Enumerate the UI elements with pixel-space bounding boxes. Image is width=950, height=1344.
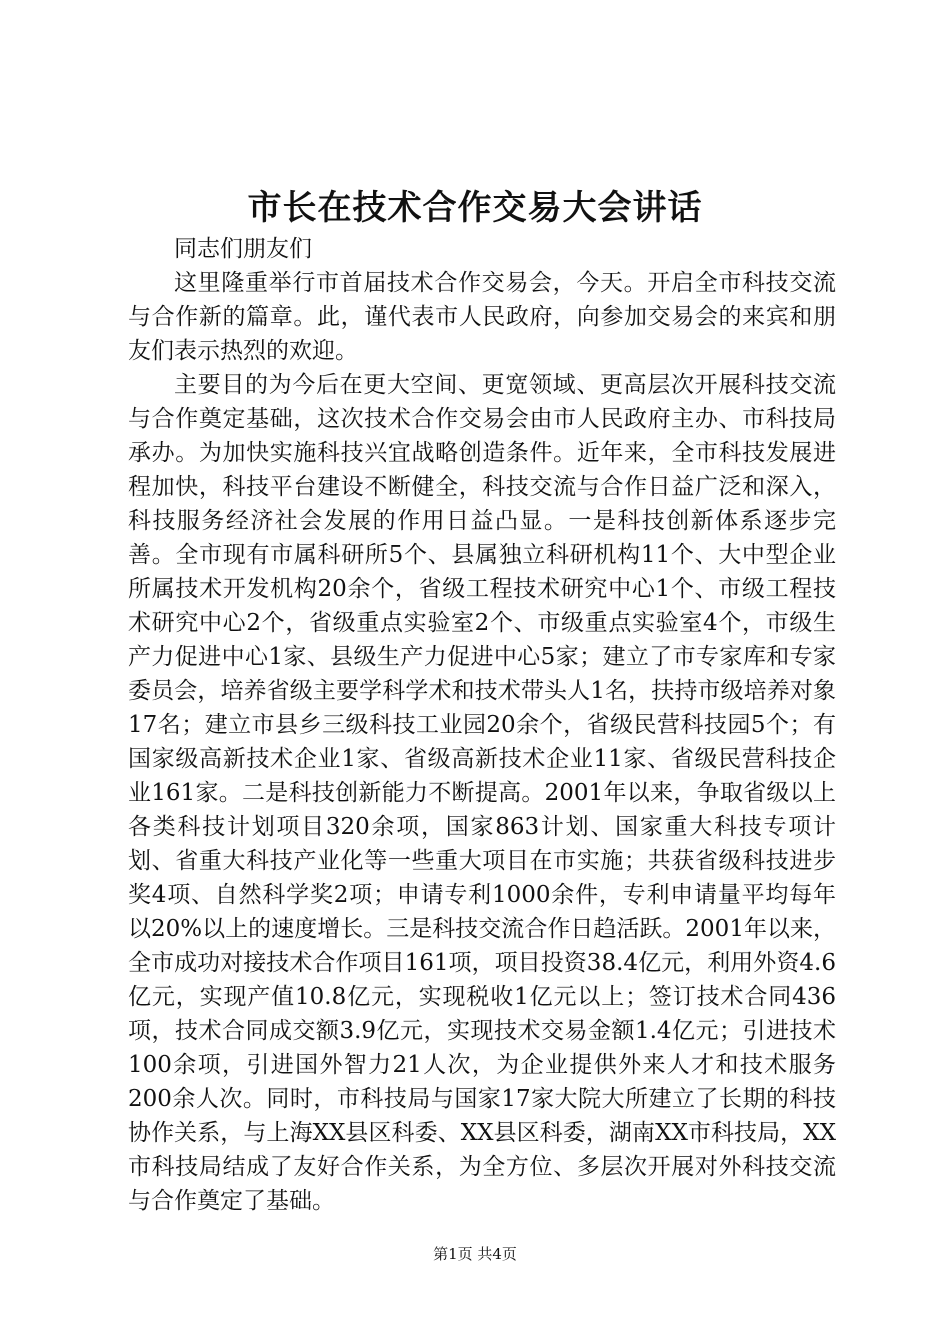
paragraph-1: 这里隆重举行市首届技术合作交易会，今天。开启全市科技交流与合作新的篇章。此，谨代表市人民政府，向参加交易会的来宾和朋友们表示热烈的欢迎。 <box>128 270 836 364</box>
greeting: 同志们朋友们 <box>174 236 312 262</box>
paragraph-2: 主要目的为今后在更大空间、更宽领域、更高层次开展科技交流与合作奠定基础，这次技术合作交易会由市人民政府主办、市科技局承办。为加快实施科技兴宜战略创造条件。近年来，全市科技发展进程加快，科技平台建设不断健全，科技交流与合作日益广泛和深入，科技服务经济社会发展的作用日益凸显。一是科技创新体系逐步完善。全市现有市属科研所5个、县属独立科研机构11个、大中型企业所属技术开发机构20余个，省级工程技术研究中心1个、市级工程技术研究中心2个，省级重点实验室2个、市级重点实验室4个，市级生产力促进中心1家、县级生产力促进中心5家；建立了市专家库和专家委员会，培养省级主要学科学术和技术带头人1名，扶持市级培养对象17名；建立市县乡三级科技工业园20余个，省级民营科技园5个；有国家级高新技术企业1家、省级高新技术企业11家、省级民营科技企业161家。二是科技创新能力不断提高。2001年以来，争取省级以上各类科技计划项目320余项，国家863计划、国家重大科技专项计划、省重大科技产业化等一些重大项目在市实施；共获省级科技进步奖4项、自然科学奖2项；申请专利1000余件，专利申请量平均每年以20%以上的速度增长。三是科技交流合作日趋活跃。2001年以来，全市成功对接技术合作项目161项，项目投资38.4亿元，利用外资4.6亿元，实现产值10.8亿元，实现税收1亿元以上；签订技术合同436项，技术合同成交额3.9亿元，实现技术交易金额1.4亿元；引进技术100余项，引进国外智力21人次，为企业提供外来人才和技术服务200余人次。同时，市科技局与国家17家大院大所建立了长期的科技协作关系，与上海XX县区科委、XX县区科委，湖南XX市科技局，XX市科技局结成了友好合作关系，为全方位、多层次开展对外科技交流与合作奠定了基础。 <box>128 372 836 1214</box>
document-body <box>128 232 836 1218</box>
page-footer: 第1页 共4页 <box>433 1245 517 1263</box>
document-title: 市长在技术合作交易大会讲话 <box>247 188 703 228</box>
